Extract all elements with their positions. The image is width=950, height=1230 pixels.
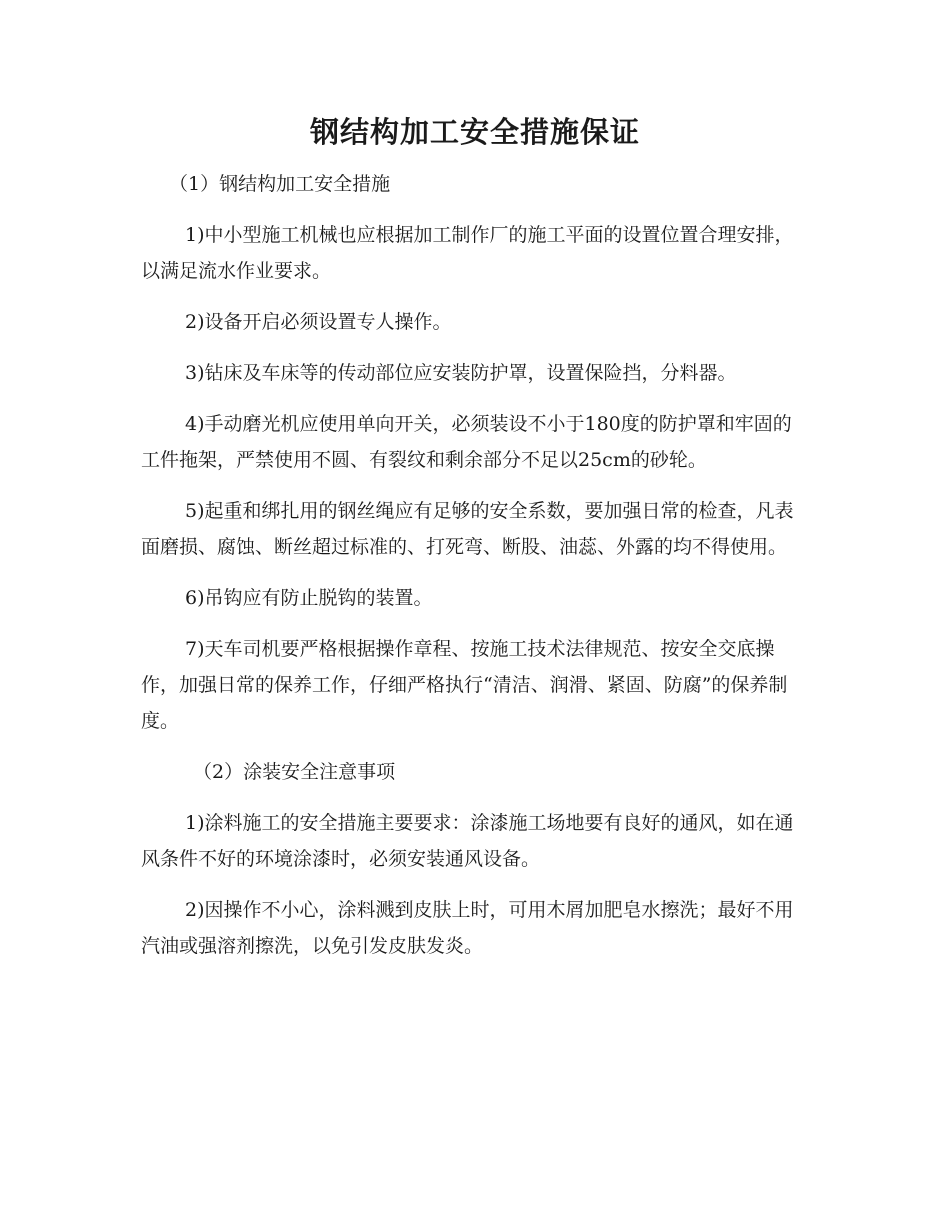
section-heading: （2）涂装安全注意事项: [193, 761, 396, 783]
document-title: 钢结构加工安全措施保证: [309, 115, 640, 149]
section-heading: （1）钢结构加工安全措施: [169, 173, 391, 195]
paragraph: 1)中小型施工机械也应根据加工制作厂的施工平面的设置位置合理安排，以满足流水作业要求。: [141, 224, 794, 282]
paragraph: 1)涂料施工的安全措施主要要求：涂漆施工场地要有良好的通风，如在通风条件不好的环境涂漆时，必须安装通风设备。: [141, 812, 794, 870]
paragraph: 4)手动磨光机应使用单向开关，必须装设不小于180度的防护罩和牢固的工件拖架，严禁使用不圆、有裂纹和剩余部分不足以25cm的砂轮。: [141, 413, 792, 471]
document-body: [141, 166, 806, 979]
paragraph: 2)设备开启必须设置专人操作。: [185, 311, 452, 333]
paragraph: 6)吊钩应有防止脱钩的装置。: [185, 587, 433, 609]
paragraph: 3)钻床及车床等的传动部位应安装防护罩，设置保险挡，分料器。: [185, 362, 737, 384]
paragraph: 7)天车司机要严格根据操作章程、按施工技术法律规范、按安全交底操作，加强日常的保养工作，仔细严格执行“清洁、润滑、紧固、防腐”的保养制度。: [141, 638, 788, 732]
paragraph: 5)起重和绑扎用的钢丝绳应有足够的安全系数，要加强日常的检查，凡表面磨损、腐蚀、断丝超过标准的、打死弯、断股、油蕊、外露的均不得使用。: [141, 500, 794, 558]
paragraph: 2)因操作不小心，涂料溅到皮肤上时，可用木屑加肥皂水擦洗；最好不用汽油或强溶剂擦洗，以免引发皮肤发炎。: [141, 899, 794, 957]
